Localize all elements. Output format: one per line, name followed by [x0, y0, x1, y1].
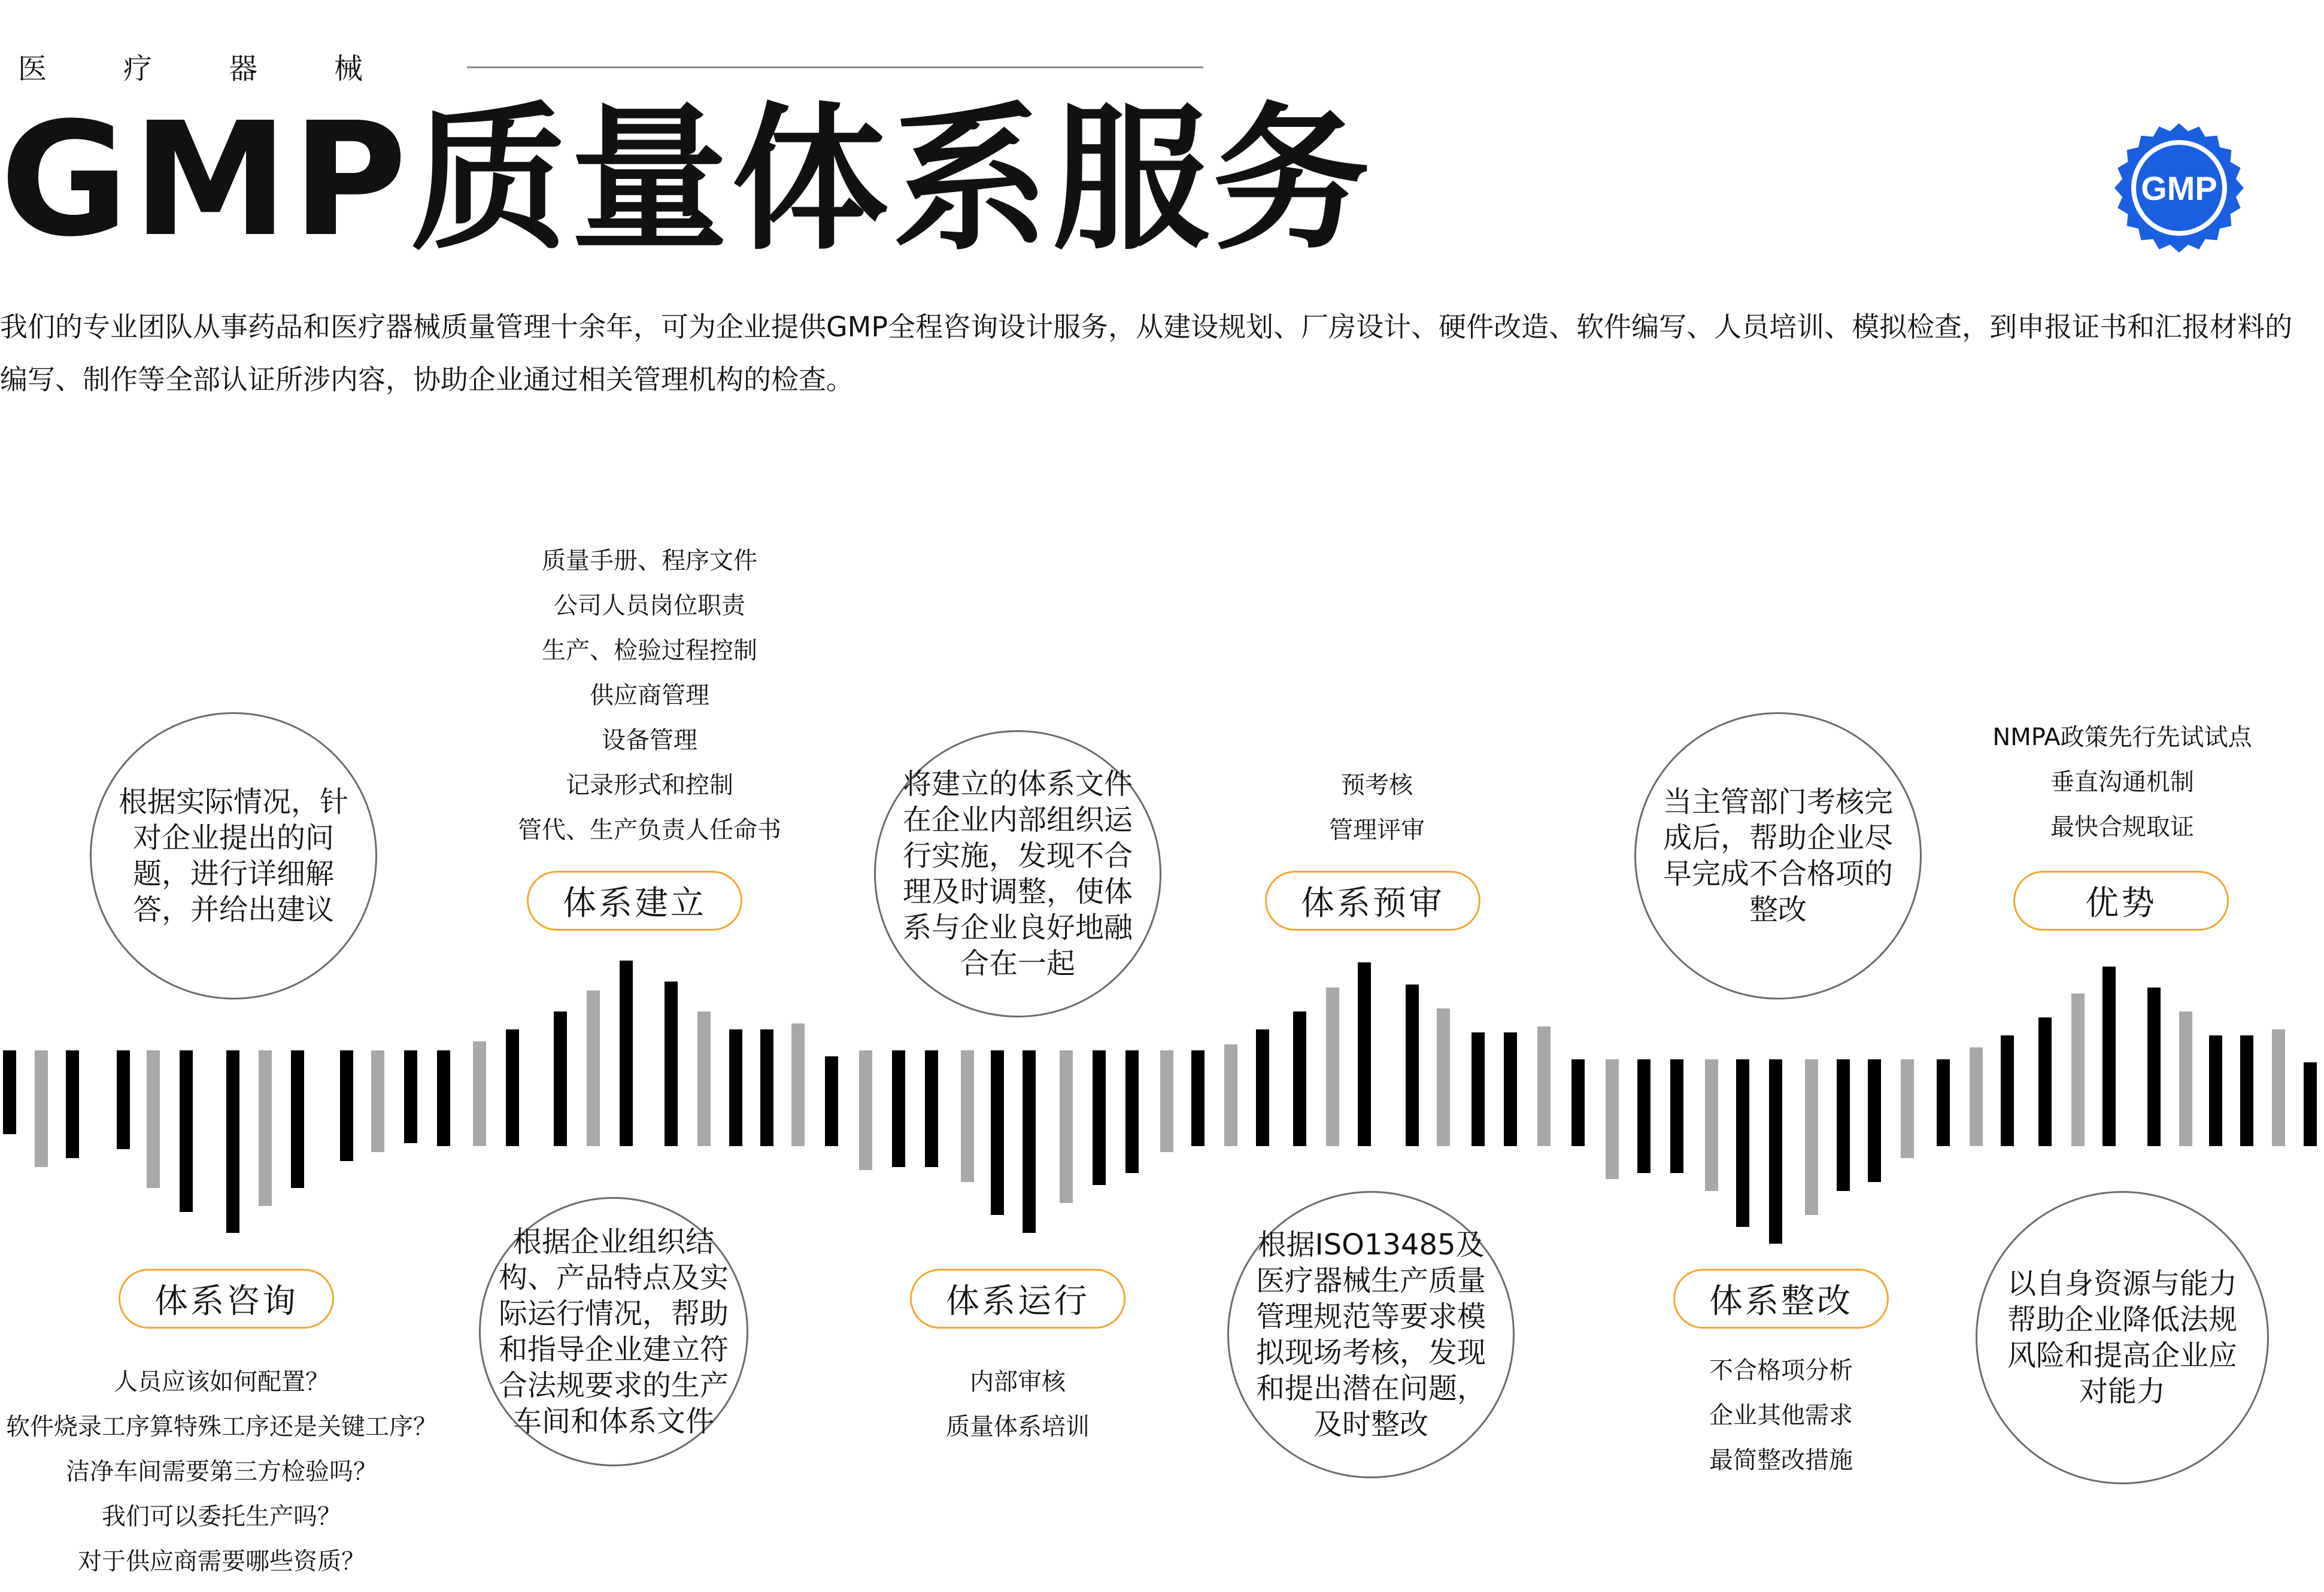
- waveform-bar: [371, 1050, 384, 1152]
- waveform-bar: [1769, 1059, 1782, 1244]
- list-item: 管代、生产负责人任命书: [518, 816, 781, 844]
- waveform-bar: [1406, 985, 1419, 1146]
- waveform-bar: [2179, 1011, 2192, 1146]
- waveform-bar: [1125, 1050, 1139, 1173]
- list-item: 公司人员岗位职责: [554, 592, 745, 619]
- service-pill-rectify: 体系整改: [1673, 1269, 1889, 1329]
- waveform-bar: [2209, 1035, 2222, 1146]
- list-item: 我们可以委托生产吗？: [102, 1503, 341, 1530]
- list-item: 生产、检验过程控制: [542, 637, 757, 664]
- waveform-bar: [825, 1056, 838, 1146]
- waveform-bar: [437, 1050, 450, 1146]
- waveform-bar: [925, 1050, 938, 1167]
- eyebrow-divider: [467, 66, 1203, 68]
- service-items-consult: [0, 1360, 443, 1584]
- service-circle-rectify: [1634, 712, 1922, 999]
- service-circle-build: [479, 1197, 748, 1466]
- waveform-bar: [1537, 1026, 1551, 1146]
- waveform-bar: [2071, 994, 2085, 1146]
- list-item: 最快合规取证: [2050, 813, 2194, 841]
- waveform-bar: [587, 991, 600, 1146]
- service-items-rectify: [1631, 1348, 1931, 1483]
- waveform-bar: [404, 1050, 417, 1143]
- list-item: 记录形式和控制: [566, 771, 733, 799]
- waveform-bar: [729, 1029, 742, 1146]
- badge-text: GMP: [2141, 169, 2217, 207]
- service-circle-preaudit: [1227, 1191, 1515, 1478]
- list-item: 设备管理: [602, 727, 697, 754]
- waveform-bar: [340, 1050, 353, 1161]
- waveform-bar: [961, 1050, 974, 1182]
- waveform-bar: [1901, 1059, 1914, 1158]
- waveform-bar: [1358, 962, 1371, 1146]
- list-item: 预考核: [1341, 771, 1413, 799]
- waveform-bar: [1571, 1059, 1585, 1146]
- waveform-bar: [180, 1050, 193, 1212]
- service-description: 将建立的体系文件在企业内部组织运行实施，发现不合理及时调整，使体系与企业良好地融合在一起: [902, 767, 1133, 980]
- waveform-bar: [620, 961, 633, 1146]
- service-pill-consult: 体系咨询: [119, 1269, 334, 1329]
- waveform-bar: [791, 1023, 805, 1146]
- waveform-bar: [554, 1011, 567, 1146]
- waveform-bar: [1670, 1059, 1683, 1173]
- waveform-bar: [1805, 1059, 1818, 1215]
- service-description: 根据实际情况，针对企业提出的问题，进行详细解答，并给出建议: [118, 785, 348, 926]
- waveform-bar: [473, 1041, 486, 1146]
- waveform-bar: [760, 1029, 773, 1146]
- waveform-bar: [1093, 1050, 1106, 1185]
- list-item: 企业其他需求: [1709, 1402, 1853, 1429]
- service-items-advantage: [1967, 715, 2278, 850]
- waveform-bar: [1637, 1059, 1651, 1173]
- intro-paragraph: 我们的专业团队从事药品和医疗器械质量管理十余年，可为企业提供GMP全程咨询设计服务，从建设规划、厂房设计、硬件改造、软件编写、人员培训、模拟检查，到申报证书和汇报材料的编写、制作等全部认证所涉内容，协助企业通过相关管理机构的检查。: [0, 311, 2293, 396]
- list-item: 最简整改措施: [1709, 1447, 1853, 1474]
- waveform-bar: [1256, 1029, 1269, 1146]
- waveform-bar: [1937, 1059, 1950, 1146]
- list-item: 垂直沟通机制: [2050, 768, 2194, 796]
- waveform-bars: [0, 952, 2324, 1287]
- service-items-run: [868, 1360, 1167, 1450]
- waveform-bar: [1293, 1011, 1306, 1146]
- service-circle-run: [874, 730, 1161, 1017]
- service-items-build: [461, 539, 838, 853]
- waveform-bar: [2147, 988, 2161, 1146]
- waveform-bar: [1023, 1050, 1036, 1233]
- eyebrow-label: 医疗器械: [18, 52, 440, 86]
- waveform-bar: [1868, 1059, 1881, 1182]
- service-description: 以自身资源与能力帮助企业降低法规风险和提高企业应对能力: [2007, 1267, 2237, 1408]
- waveform-bar: [3, 1050, 16, 1134]
- waveform-bar: [2038, 1017, 2052, 1146]
- waveform-bar: [1705, 1059, 1718, 1191]
- list-item: 人员应该如何配置？: [114, 1368, 329, 1396]
- waveform-bar: [506, 1029, 519, 1146]
- service-description: 根据企业组织结构、产品特点及实际运行情况，帮助和指导企业建立符合法规要求的生产车间和体系文件: [498, 1225, 729, 1438]
- service-description: 根据ISO13485及医疗器械生产质量管理规范等要求模拟现场考核，发现和提出潜在问题，及时整改: [1255, 1228, 1486, 1441]
- service-pill-preaudit: 体系预审: [1265, 871, 1480, 931]
- service-pill-build: 体系建立: [527, 871, 742, 931]
- service-circle-advantage: [1976, 1191, 2269, 1484]
- list-item: 对于供应商需要哪些资质？: [78, 1548, 365, 1575]
- service-description: 当主管部门考核完成后，帮助企业尽早完成不合格项的整改: [1662, 785, 1893, 926]
- waveform-bar: [1606, 1059, 1619, 1179]
- list-item: 不合格项分析: [1709, 1357, 1853, 1384]
- list-item: 内部审核: [970, 1368, 1066, 1396]
- service-circle-consult: [90, 712, 377, 999]
- gmp-badge-icon: [2113, 122, 2245, 254]
- waveform-bar: [226, 1050, 239, 1233]
- waveform-bar: [117, 1050, 130, 1149]
- waveform-bar: [859, 1050, 872, 1170]
- waveform-bar: [66, 1050, 79, 1158]
- waveform-bar: [697, 1011, 711, 1146]
- waveform-bar: [147, 1050, 160, 1188]
- service-pill-run: 体系运行: [910, 1269, 1125, 1329]
- waveform-bar: [665, 982, 678, 1146]
- service-pill-advantage: 优势: [2013, 871, 2229, 931]
- waveform-bar: [2001, 1035, 2014, 1146]
- waveform-bar: [291, 1050, 304, 1188]
- waveform-bar: [1736, 1059, 1749, 1227]
- waveform-bar: [1472, 1032, 1485, 1146]
- waveform-bar: [991, 1050, 1004, 1215]
- waveform-bar: [1837, 1059, 1850, 1191]
- waveform-bar: [1970, 1047, 1983, 1146]
- list-item: 洁净车间需要第三方检验吗？: [66, 1458, 377, 1485]
- list-item: 软件烧录工序算特殊工序还是关键工序？: [6, 1413, 437, 1441]
- list-item: 供应商管理: [590, 682, 709, 709]
- waveform-bar: [2102, 967, 2116, 1146]
- list-item: 质量体系培训: [946, 1413, 1090, 1441]
- waveform-bar: [1224, 1044, 1237, 1146]
- waveform-bar: [259, 1050, 272, 1206]
- waveform-bar: [1160, 1050, 1173, 1152]
- waveform-bar: [1326, 988, 1339, 1146]
- page-title: GMP质量体系服务: [0, 89, 1373, 271]
- list-item: NMPA政策先行先试试点: [1992, 724, 2252, 751]
- waveform-bar: [2272, 1029, 2285, 1146]
- waveform-bar: [1504, 1032, 1517, 1146]
- waveform-bar: [35, 1050, 48, 1167]
- list-item: 管理评审: [1329, 816, 1425, 844]
- waveform-bar: [892, 1050, 905, 1167]
- waveform-bar: [2304, 1062, 2317, 1146]
- service-items-preaudit: [1227, 763, 1527, 853]
- list-item: 质量手册、程序文件: [542, 547, 757, 575]
- waveform-bar: [1191, 1050, 1205, 1146]
- waveform-bar: [2240, 1035, 2253, 1146]
- waveform-bar: [1437, 1008, 1450, 1146]
- waveform-bar: [1060, 1050, 1073, 1203]
